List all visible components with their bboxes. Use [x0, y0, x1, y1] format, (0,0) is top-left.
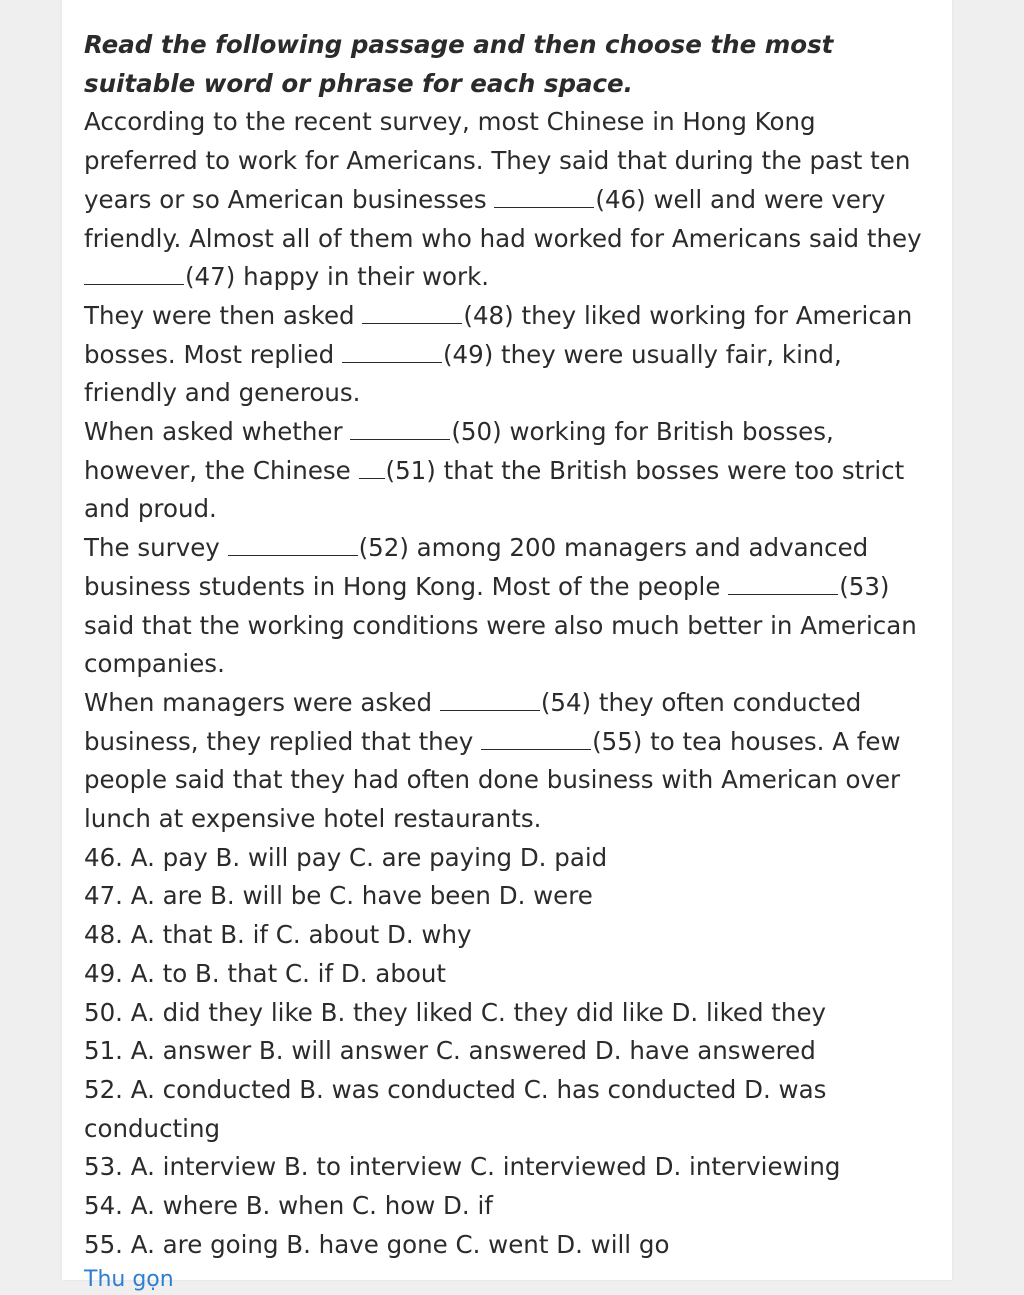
option-54: 54. A. where B. when C. how D. if	[84, 1191, 493, 1221]
blank-53	[728, 573, 838, 595]
option-49: 49. A. to B. that C. if D. about	[84, 958, 446, 988]
passage-text: (50) working for British bosses, however, the Chinese	[84, 417, 834, 485]
blank-47	[84, 263, 184, 285]
document-page	[62, 0, 952, 1280]
passage-text: (49) they were usually fair, kind, friendly and generous.	[84, 339, 842, 408]
option-50: 50. A. did they like B. they liked C. they did like D. liked they	[84, 997, 827, 1027]
blank-55	[481, 728, 591, 750]
passage-paragraph-3	[84, 413, 934, 529]
passage-text: When asked whether	[84, 417, 351, 447]
passage-paragraph-4	[84, 529, 934, 684]
passage-paragraph-1	[84, 103, 934, 297]
option-53: 53. A. interview B. to interview C. interviewed D. interviewing	[84, 1152, 841, 1182]
blank-49	[342, 341, 442, 363]
collapse-link[interactable]: Thu gọn	[84, 1267, 174, 1292]
instruction-text: Read the following passage and then choose the most suitable word or phrase for each space.	[84, 30, 834, 98]
option-46: 46. A. pay B. will pay C. are paying D. paid	[84, 842, 608, 872]
option-47: 47. A. are B. will be C. have been D. were	[84, 881, 593, 911]
option-51: 51. A. answer B. will answer C. answered D. have answered	[84, 1036, 816, 1066]
passage-text: (55) to tea houses. A few people said that they had often done business with American over lunch at expensive hotel restaurants.	[84, 726, 901, 834]
passage-text: (48) they liked working for American bosses. Most replied	[84, 300, 913, 369]
blank-48	[362, 302, 462, 324]
passage-text: When managers were asked	[84, 687, 440, 717]
passage-text: (47) happy in their work.	[185, 262, 490, 292]
passage-paragraph-2	[84, 297, 934, 413]
question-content	[84, 26, 934, 1265]
blank-51	[359, 457, 385, 479]
blank-46	[494, 186, 594, 208]
option-48: 48. A. that B. if C. about D. why	[84, 920, 472, 950]
passage-text: They were then asked	[84, 300, 363, 330]
passage-text: (53) said that the working conditions were also much better in American companies.	[84, 571, 917, 679]
blank-50	[350, 418, 450, 440]
passage-text: (52) among 200 managers and advanced business students in Hong Kong. Most of the people	[84, 533, 869, 601]
option-55: 55. A. are going B. have gone C. went D. will go	[84, 1229, 670, 1259]
passage-paragraph-5	[84, 684, 934, 839]
passage-text: (51) that the British bosses were too strict and proud.	[84, 455, 905, 524]
option-52: 52. A. conducted B. was conducted C. has conducted D. was conducting	[84, 1074, 827, 1143]
blank-54	[440, 689, 540, 711]
passage-text: The survey	[84, 533, 228, 563]
blank-52	[228, 534, 358, 556]
answer-options-list	[84, 839, 934, 1265]
passage-text: According to the recent survey, most Chinese in Hong Kong preferred to work for Americans. They said that during the past ten years or so American businesses	[84, 107, 911, 214]
passage-text: (54) they often conducted business, they replied that they	[84, 687, 862, 756]
passage-text: (46) well and were very friendly. Almost all of them who had worked for Americans said they	[84, 184, 922, 253]
